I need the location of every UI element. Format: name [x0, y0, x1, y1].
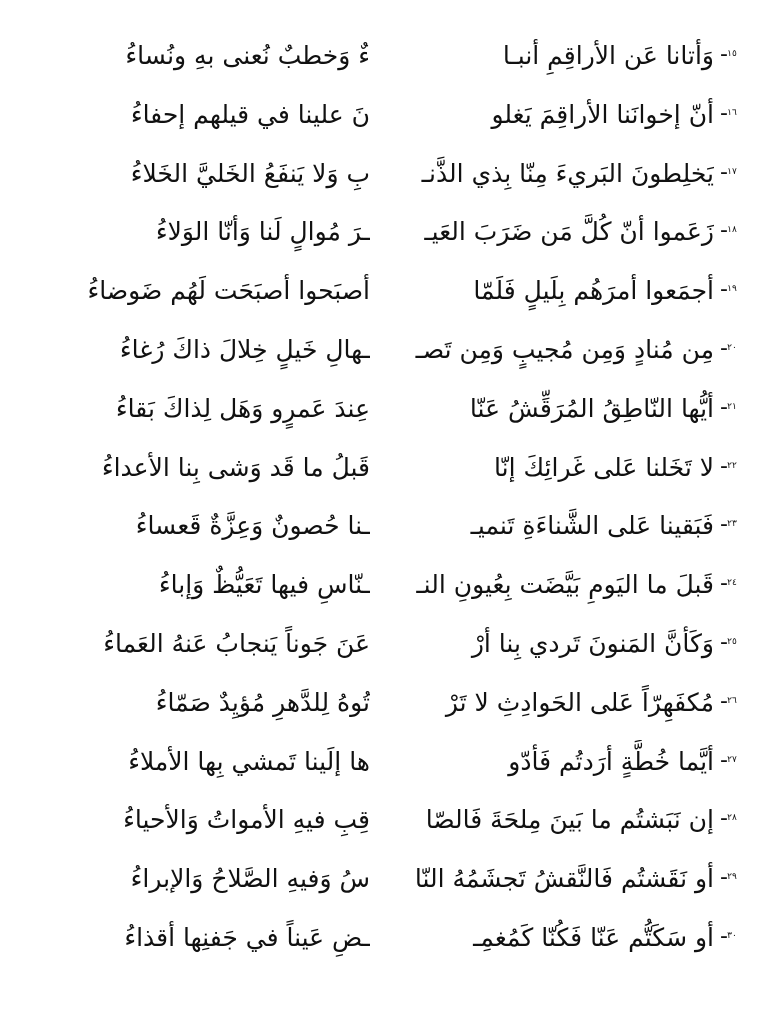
verse-dash: - — [720, 688, 728, 714]
verse-dash: - — [720, 100, 728, 126]
first-hemistich: فَبَقينا عَلى الشَّناءَةِ تَنميـ — [470, 511, 714, 541]
first-hemistich: لا تَخَلنا عَلى غَرائِكَ إنّا — [494, 452, 714, 482]
verse-number: ٢٠ — [727, 342, 737, 353]
verse-number: ١٦ — [727, 107, 737, 118]
verse-15 — [0, 28, 762, 87]
first-hemistich: مِن مُنادٍ وَمِن مُجيبٍ وَمِن تَصـ — [415, 334, 714, 364]
verse-dash: - — [720, 923, 728, 949]
verse-dash: - — [720, 277, 728, 303]
verse-26 — [0, 675, 762, 734]
first-hemistich: أجمَعوا أمرَهُم بِلَيلٍ فَلَمّا — [473, 276, 714, 306]
first-hemistich: يَخلِطونَ البَريءَ مِنّا بِذي الذَّنـ — [421, 158, 714, 188]
verse-17 — [0, 146, 762, 205]
second-hemistich: ـهالِ خَيلٍ خِلالَ ذاكَ رُغاءُ — [119, 334, 370, 364]
first-hemistich: أنّ إخوانَنا الأراقِمَ يَغلو — [491, 99, 714, 129]
second-hemistich: نَ علينا في قيلهم إحفاءُ — [130, 99, 370, 129]
verse-23 — [0, 498, 762, 557]
verse-dash: - — [720, 629, 728, 655]
second-hemistich: أصبَحوا أصبَحَت لَهُم ضَوضاءُ — [87, 276, 370, 306]
verse-dash: - — [720, 42, 728, 67]
verse-number: ٢٨ — [727, 813, 737, 824]
verse-29 — [0, 851, 762, 910]
second-hemistich: ـرَ مُوالٍ لَنا وَأنّا الوَلاءُ — [155, 217, 370, 247]
verse-21 — [0, 381, 762, 440]
second-hemistich: بِ وَلا يَنفَعُ الخَليَّ الخَلاءُ — [130, 158, 370, 188]
verse-dash: - — [720, 394, 728, 420]
second-hemistich: عِندَ عَمرٍو وَهَل لِذاكَ بَقاءُ — [115, 393, 370, 423]
verse-number: ٢١ — [727, 401, 737, 412]
verse-dash: - — [720, 512, 728, 538]
second-hemistich: ـضِ عَيناً في جَفنِها أقذاءُ — [124, 922, 370, 952]
verse-number: ١٨ — [727, 225, 737, 236]
second-hemistich: ـنّاسِ فيها تَعَيُّظٌ وَإباءُ — [158, 570, 370, 600]
second-hemistich: عَنَ جَوناً يَنجابُ عَنهُ العَماءُ — [103, 628, 370, 658]
verse-25 — [0, 616, 762, 675]
verse-dash: - — [720, 806, 728, 832]
first-hemistich: إن نَبَشتُم ما بَينَ مِلحَةَ فَالصّا — [425, 805, 714, 835]
verse-18 — [0, 204, 762, 263]
second-hemistich: قَبلُ ما قَد وَشى بِنا الأعداءُ — [101, 452, 370, 482]
verse-number: ٢٥ — [727, 636, 737, 647]
first-hemistich: وَكَأنَّ المَنونَ تَردي بِنا أرْ — [471, 628, 714, 658]
verse-dash: - — [720, 335, 728, 361]
poem — [0, 28, 762, 969]
second-hemistich: ءٌ وَخطبٌ نُعنى بهِ ونُساءُ — [125, 41, 370, 70]
verse-dash: - — [720, 747, 728, 773]
verse-number: ٣٠ — [727, 930, 737, 941]
first-hemistich: قَبلَ ما اليَومِ بَيَّضَت بِعُيونِ النـ — [416, 570, 714, 600]
verse-number: ٢٢ — [727, 460, 737, 471]
verse-number: ٢٦ — [727, 695, 737, 706]
first-hemistich: وَأتانا عَن الأراقِمِ أنبـا — [502, 41, 714, 70]
verse-dash: - — [720, 571, 728, 597]
second-hemistich: سُ وَفيهِ الصَّلاحُ وَالإبراءُ — [130, 864, 370, 894]
first-hemistich: أيَّما خُطَّةٍ أرَدتُم فَأدّو — [508, 746, 714, 776]
verse-dash: - — [720, 453, 728, 479]
verse-30 — [0, 910, 762, 969]
verse-number: ١٧ — [727, 166, 737, 177]
verse-number: ٢٧ — [727, 754, 737, 765]
verse-number: ٢٤ — [727, 578, 737, 589]
first-hemistich: مُكفَهِرّاً عَلى الحَوادِثِ لا تَرْ — [445, 687, 714, 717]
verse-number: ٢٣ — [727, 519, 737, 530]
verse-27 — [0, 734, 762, 793]
second-hemistich: قِبِ فيهِ الأمواتُ وَالأحياءُ — [123, 805, 370, 835]
first-hemistich: أو نَقَشتُم فَالنَّقشُ تَجشَمُهُ النّا — [414, 864, 714, 894]
verse-20 — [0, 322, 762, 381]
verse-number: ٢٩ — [727, 872, 737, 883]
verse-dash: - — [720, 865, 728, 891]
second-hemistich: ـنا حُصونٌ وَعِزَّةٌ قَعساءُ — [135, 511, 370, 541]
verse-dash: - — [720, 218, 728, 244]
second-hemistich: تُوهُ لِلدَّهرِ مُؤيِدٌ صَمّاءُ — [155, 687, 370, 717]
verse-19 — [0, 263, 762, 322]
verse-number: ١٥ — [727, 49, 737, 59]
first-hemistich: أيُّها النّاطِقُ المُرَقِّشُ عَنّا — [469, 393, 714, 423]
first-hemistich: أو سَكَتُّم عَنّا فَكُنّا كَمُغمِـ — [473, 922, 714, 952]
verse-number: ١٩ — [727, 284, 737, 295]
verse-22 — [0, 440, 762, 499]
verse-28 — [0, 792, 762, 851]
verse-16 — [0, 87, 762, 146]
verse-dash: - — [720, 159, 728, 185]
first-hemistich: زَعَموا أنّ كُلَّ مَن ضَرَبَ العَيـ — [424, 217, 714, 247]
second-hemistich: ها إلَينا تَمشي بِها الأملاءُ — [128, 746, 370, 776]
verse-24 — [0, 557, 762, 616]
